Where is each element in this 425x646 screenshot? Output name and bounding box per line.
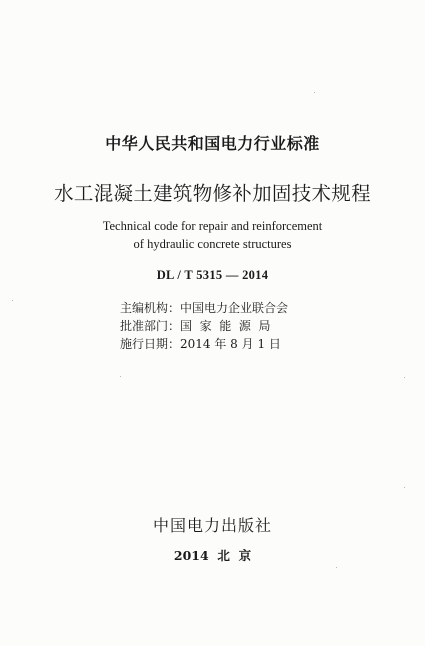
editor-value: 中国电力企业联合会 [180, 301, 289, 315]
approver-label: 批准部门： [120, 319, 181, 333]
effective-date-label: 施行日期： [120, 337, 181, 351]
english-title-line-2: of hydraulic concrete structures [133, 237, 292, 251]
effective-date-row [120, 335, 340, 352]
editor-label: 主编机构： [120, 301, 181, 315]
publisher-name: 中国电力出版社 [152, 516, 272, 535]
effective-date-value: 2014 年 8 月 1 日 [180, 337, 281, 351]
approver-value: 国 家 能 源 局 [180, 319, 271, 333]
chinese-title: 水工混凝土建筑物修补加固技术规程 [54, 182, 371, 205]
paper-speck [404, 487, 405, 488]
paper-speck [404, 377, 405, 378]
paper-speck [314, 92, 315, 93]
english-title-line-1: Technical code for repair and reinforcement [102, 219, 323, 233]
paper-speck [336, 567, 337, 568]
standard-number: DL / T 5315 — 2014 [156, 268, 269, 282]
publication-year-place: 2014 北 京 [173, 548, 252, 563]
paper-speck [120, 376, 121, 377]
standard-category: 中华人民共和国电力行业标准 [105, 134, 320, 153]
paper-speck [12, 300, 13, 301]
editor-row [120, 299, 340, 316]
approver-row [120, 317, 340, 334]
